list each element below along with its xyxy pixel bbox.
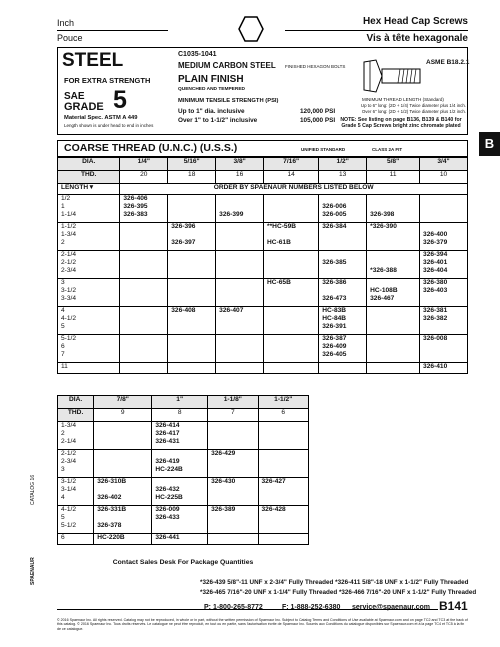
part-number: 326-009 xyxy=(155,506,180,513)
part-number: 326-407 xyxy=(219,307,244,314)
quench-label: QUENCHED AND TEMPERED xyxy=(178,87,245,92)
part-number: 326-384 xyxy=(322,223,347,230)
dia-value: 5/8" xyxy=(367,158,420,171)
part-cell xyxy=(319,335,367,363)
part-number: 326-399 xyxy=(219,211,244,218)
part-number: HC-224B xyxy=(155,466,183,473)
length-value: 2-1/4 xyxy=(61,438,77,445)
part-number xyxy=(322,287,363,295)
part-number: 326-404 xyxy=(423,267,448,274)
large-diameter-table xyxy=(57,395,309,545)
part-number xyxy=(155,478,204,486)
length-cell xyxy=(58,279,120,307)
unit-inch: Inch xyxy=(57,18,75,28)
thd-label: THD. xyxy=(58,409,94,422)
part-number: 326-008 xyxy=(423,335,448,342)
dia-label: DIA. xyxy=(58,396,94,409)
part-cell xyxy=(208,450,258,478)
length-value: 3 xyxy=(61,466,65,473)
length-value: 1-3/4 xyxy=(61,422,77,429)
dia-value: 5/16" xyxy=(168,158,216,171)
part-number: 326-441 xyxy=(155,534,180,541)
email-link[interactable]: service@spaenaur.com xyxy=(352,604,431,611)
tensile-1-value: 120,000 PSI xyxy=(300,108,336,115)
part-cell xyxy=(120,363,168,374)
part-cell xyxy=(120,307,168,335)
part-cell xyxy=(319,195,367,223)
part-number: 326-432 xyxy=(155,486,180,493)
dia-value: 1" xyxy=(152,396,208,409)
length-cell xyxy=(58,307,120,335)
part-number: 326-005 xyxy=(322,211,347,218)
length-value: 3 xyxy=(61,279,65,286)
part-number: 326-431 xyxy=(155,438,180,445)
part-cell xyxy=(264,307,319,335)
part-cell xyxy=(264,363,319,374)
class-label: CLASS 2A FIT xyxy=(372,147,403,152)
part-number xyxy=(97,514,148,522)
part-cell xyxy=(94,478,152,506)
part-cell xyxy=(319,279,367,307)
part-number: HC-108B xyxy=(370,287,398,294)
bolt-icon xyxy=(360,58,422,94)
table-row xyxy=(58,506,309,534)
table-row xyxy=(58,251,468,279)
tensile-2-value: 105,000 PSI xyxy=(300,117,336,124)
part-cell xyxy=(319,307,367,335)
part-number: 326-408 xyxy=(171,307,196,314)
length-value: 3-1/2 xyxy=(61,287,77,294)
length-cell xyxy=(58,478,94,506)
part-cell xyxy=(367,307,420,335)
length-value: 11 xyxy=(61,363,68,370)
part-cell xyxy=(258,534,308,545)
length-cell xyxy=(58,450,94,478)
table-row xyxy=(58,478,309,506)
part-cell xyxy=(264,195,319,223)
part-number xyxy=(155,450,204,458)
length-value: 2-1/4 xyxy=(61,251,77,258)
table2-thd-row xyxy=(58,409,309,422)
length-value: 5-1/2 xyxy=(61,522,77,529)
length-value: 6 xyxy=(61,343,65,350)
part-cell xyxy=(258,422,308,450)
table-row xyxy=(58,450,309,478)
strength-label: FOR EXTRA STRENGTH xyxy=(64,76,151,85)
part-number: 326-401 xyxy=(423,259,448,266)
steel-desc: MEDIUM CARBON STEEL xyxy=(178,61,276,70)
side-brand: SPAENAUR xyxy=(30,557,36,585)
table-row xyxy=(58,307,468,335)
section-tab[interactable]: B xyxy=(479,132,500,156)
part-number: *326-388 xyxy=(370,267,397,274)
tensile-title: MINIMUM TENSILE STRENGTH (PSI) xyxy=(178,98,279,104)
unified-label: UNIFIED STANDARD xyxy=(301,147,346,152)
length-value: 4 xyxy=(61,494,65,501)
length-value: 1-3/4 xyxy=(61,231,77,238)
thread-2: Over 6" long: (2D + 1/2) Twice diameter plus 1/2 inch. xyxy=(361,109,466,114)
part-number: 326-406 xyxy=(123,195,148,202)
table-row xyxy=(58,195,468,223)
part-number: *326-390 xyxy=(370,223,397,230)
part-number: 326-409 xyxy=(322,343,347,350)
part-cell xyxy=(216,335,264,363)
part-number: 326-381 xyxy=(423,307,448,314)
part-number: 326-400 xyxy=(423,231,448,238)
part-number xyxy=(370,203,416,211)
header-rule xyxy=(57,30,168,31)
sae-label: SAE xyxy=(64,91,85,102)
part-number: 326-467 xyxy=(370,295,395,302)
part-cell xyxy=(120,251,168,279)
copyright: © 2016 Spaenaur Inc. All rights reserved. Catalog may not be reproduced, in whole or in part, without the written permission of Spaenaur Inc. Subject to Catalog Terms and Conditions of Use available at Spaenaur.com and on page TC2 and TC3 at the back of this catalog. © 2016 Spaenaur Inc. Tous droits réservés. Le catalogue ne peut être reproduit, en tout ou en partie, sans l'autorisation écrite de Spaenaur Inc. Soumis aux Conditions du catalogue disponibles sur Spaenaur.com et à la page TC4 et TC5 à la fin de ce catalogue. xyxy=(57,618,468,631)
length-value: 1/2 xyxy=(61,195,71,202)
part-cell xyxy=(168,307,216,335)
part-number xyxy=(370,195,416,203)
length-value: 3-3/4 xyxy=(61,295,77,302)
part-cell xyxy=(94,422,152,450)
thd-value: 16 xyxy=(216,171,264,184)
part-number: 326-310B xyxy=(97,478,127,485)
part-number: 326-414 xyxy=(155,422,180,429)
dia-value: 3/8" xyxy=(216,158,264,171)
part-number xyxy=(423,223,464,231)
part-number: 326-397 xyxy=(171,239,196,246)
length-value: 5-1/2 xyxy=(61,335,77,342)
thd-value: 6 xyxy=(258,409,308,422)
table1-order-row xyxy=(58,184,468,195)
length-cell xyxy=(58,251,120,279)
thd-value: 20 xyxy=(120,171,168,184)
material-spec: Material Spec. ASTM A 449 xyxy=(64,115,138,121)
part-cell xyxy=(264,335,319,363)
part-cell xyxy=(319,363,367,374)
part-cell xyxy=(168,223,216,251)
part-cell xyxy=(168,335,216,363)
part-number: 326-387 xyxy=(322,335,347,342)
length-cell xyxy=(58,534,94,545)
part-number xyxy=(267,231,315,239)
thd-value: 8 xyxy=(152,409,208,422)
part-cell xyxy=(168,195,216,223)
length-value: 4-1/2 xyxy=(61,315,77,322)
part-number: 326-394 xyxy=(423,251,448,258)
part-number: 326-006 xyxy=(322,203,347,210)
title-fr: Vis à tête hexagonale xyxy=(366,33,468,44)
part-cell xyxy=(216,251,264,279)
part-number: 326-331B xyxy=(97,506,127,513)
part-cell xyxy=(420,251,468,279)
part-number: 326-428 xyxy=(261,506,286,513)
part-cell xyxy=(120,335,168,363)
part-cell xyxy=(152,534,208,545)
part-cell xyxy=(152,478,208,506)
dia-value: 1/2" xyxy=(319,158,367,171)
part-cell xyxy=(420,195,468,223)
part-cell xyxy=(367,363,420,374)
part-cell xyxy=(216,279,264,307)
thd-value: 14 xyxy=(264,171,319,184)
part-number: 326-417 xyxy=(155,430,180,437)
part-number: HC-83B xyxy=(322,307,347,314)
part-number: 326-386 xyxy=(322,279,347,286)
plated-note: NOTE: See listing on page B136, B139 & B140 for Grade 5 Cap Screws bright zinc chromate plated xyxy=(340,117,462,129)
table-row xyxy=(58,223,468,251)
part-cell xyxy=(94,534,152,545)
steel-code: C1035-1041 xyxy=(178,51,217,58)
part-cell xyxy=(367,279,420,307)
length-value: 3-1/2 xyxy=(61,478,77,485)
part-number xyxy=(370,251,416,259)
length-value: 1-1/4 xyxy=(61,211,77,218)
part-number: 326-419 xyxy=(155,458,180,465)
thd-value: 13 xyxy=(319,171,367,184)
length-value: 5 xyxy=(61,514,65,521)
part-cell xyxy=(367,195,420,223)
part-cell xyxy=(216,363,264,374)
header-rule-right xyxy=(285,30,468,31)
phone: P: 1-800-265-8772 xyxy=(204,604,263,611)
part-number: 326-433 xyxy=(155,514,180,521)
part-cell xyxy=(420,223,468,251)
table-row xyxy=(58,422,309,450)
part-cell xyxy=(208,478,258,506)
table-row xyxy=(58,363,468,374)
length-value: 4 xyxy=(61,307,65,314)
part-number: 326-391 xyxy=(322,323,347,330)
length-cell xyxy=(58,506,94,534)
part-number: 326-389 xyxy=(211,506,236,513)
dia-value: 1-1/8" xyxy=(208,396,258,409)
material-title: STEEL xyxy=(62,50,124,71)
part-number: HC-65B xyxy=(267,279,291,286)
grade-label: GRADE xyxy=(64,101,104,113)
part-number: 326-385 xyxy=(322,259,347,266)
length-cell xyxy=(58,363,120,374)
part-cell xyxy=(367,335,420,363)
dia-label: DIA. xyxy=(58,158,120,171)
order-label: ORDER BY SPAENAUR NUMBERS LISTED BELOW xyxy=(120,184,468,195)
dia-value: 1/4" xyxy=(120,158,168,171)
length-cell xyxy=(58,422,94,450)
part-number: 326-396 xyxy=(171,223,196,230)
part-number: 326-383 xyxy=(123,211,148,218)
dia-value: 7/8" xyxy=(94,396,152,409)
part-cell xyxy=(367,223,420,251)
part-cell xyxy=(216,195,264,223)
unit-pouce: Pouce xyxy=(57,33,83,43)
part-number: 326-410 xyxy=(423,363,448,370)
contact-note: Contact Sales Desk For Package Quantities xyxy=(112,559,254,566)
part-cell xyxy=(168,279,216,307)
part-cell xyxy=(319,223,367,251)
length-value: 4-1/2 xyxy=(61,506,77,513)
part-cell xyxy=(120,223,168,251)
part-cell xyxy=(264,251,319,279)
table2-dia-row xyxy=(58,396,309,409)
thd-value: 11 xyxy=(367,171,420,184)
length-value: 6 xyxy=(61,534,65,541)
length-value: 2 xyxy=(61,239,65,246)
table1-dia-row xyxy=(58,158,468,171)
length-value: 2-3/4 xyxy=(61,458,77,465)
length-value: 7 xyxy=(61,351,65,358)
part-cell xyxy=(258,450,308,478)
dia-value: 1-1/2" xyxy=(258,396,308,409)
tensile-2: Over 1" to 1-1/2" inclusive xyxy=(178,117,258,124)
part-number: 326-402 xyxy=(97,494,122,501)
part-number xyxy=(219,203,260,211)
part-cell xyxy=(168,251,216,279)
part-cell xyxy=(420,307,468,335)
part-cell xyxy=(208,422,258,450)
part-number: HC-220B xyxy=(97,534,125,541)
table-row xyxy=(58,534,309,545)
part-number: HC-84B xyxy=(322,315,347,322)
part-cell xyxy=(152,450,208,478)
page-number: B141 xyxy=(439,599,468,613)
table1-title: COARSE THREAD (U.N.C.) (U.S.S.) xyxy=(64,142,238,154)
part-cell xyxy=(152,422,208,450)
part-cell xyxy=(420,363,468,374)
part-cell xyxy=(94,506,152,534)
length-value: 1 xyxy=(61,203,65,210)
part-number xyxy=(322,251,363,259)
fax: F: 1-888-252-6380 xyxy=(282,604,341,611)
part-number xyxy=(322,195,363,203)
footnote-1: *326-439 5/8"-11 UNF x 2-3/4" Fully Threaded *326-411 5/8"-18 UNF x 1-1/2" Fully Threaded xyxy=(200,579,469,586)
thread-title: MINIMUM THREAD LENGTH (Standard) xyxy=(362,97,444,102)
part-number: HC-61B xyxy=(267,239,291,246)
part-cell xyxy=(120,279,168,307)
part-number: 326-427 xyxy=(261,478,286,485)
table-row xyxy=(58,335,468,363)
part-cell xyxy=(216,307,264,335)
title-en: Hex Head Cap Screws xyxy=(362,16,468,27)
part-number: 326-429 xyxy=(211,450,236,457)
part-number: HC-225B xyxy=(155,494,183,501)
part-number: 326-380 xyxy=(423,279,448,286)
length-cell xyxy=(58,335,120,363)
part-number: 326-405 xyxy=(322,351,347,358)
part-number xyxy=(370,259,416,267)
part-number: 326-473 xyxy=(322,295,347,302)
part-number: 326-403 xyxy=(423,287,448,294)
table-row xyxy=(58,279,468,307)
part-cell xyxy=(319,251,367,279)
part-number xyxy=(97,486,148,494)
table1-thd-row xyxy=(58,171,468,184)
part-number: 326-430 xyxy=(211,478,236,485)
length-value: 1-1/2 xyxy=(61,223,77,230)
part-number: 326-378 xyxy=(97,522,122,529)
thd-value: 10 xyxy=(420,171,468,184)
finish-label: PLAIN FINISH xyxy=(178,74,244,85)
part-number: 326-379 xyxy=(423,239,448,246)
part-number xyxy=(370,279,416,287)
length-value: 2-3/4 xyxy=(61,267,77,274)
length-value: 3-1/4 xyxy=(61,486,77,493)
part-cell xyxy=(264,279,319,307)
length-cell xyxy=(58,195,120,223)
dia-value: 3/4" xyxy=(420,158,468,171)
part-cell xyxy=(120,195,168,223)
thd-value: 9 xyxy=(94,409,152,422)
part-cell xyxy=(258,478,308,506)
part-cell xyxy=(216,223,264,251)
length-note: Length shown is under head to end in inches xyxy=(64,123,154,128)
thd-value: 7 xyxy=(208,409,258,422)
part-number: 326-382 xyxy=(423,315,448,322)
part-cell xyxy=(152,506,208,534)
dia-value: 7/16" xyxy=(264,158,319,171)
coarse-thread-table xyxy=(57,157,468,374)
part-number: **HC-59B xyxy=(267,223,296,230)
hex-icon xyxy=(238,15,264,43)
part-cell xyxy=(367,251,420,279)
part-cell xyxy=(94,450,152,478)
length-label: LENGTH▼ xyxy=(58,184,120,195)
grade-number: 5 xyxy=(113,86,127,114)
part-cell xyxy=(420,335,468,363)
length-value: 2 xyxy=(61,430,65,437)
finished-label: FINISHED HEXAGON BOLTS xyxy=(285,64,346,69)
thread-1: Up to 6" long: (2D + 1/4) Twice diameter plus 1/4 inch. xyxy=(360,103,466,108)
part-cell xyxy=(258,506,308,534)
length-cell xyxy=(58,223,120,251)
part-cell xyxy=(208,506,258,534)
part-cell xyxy=(168,363,216,374)
part-cell xyxy=(264,223,319,251)
thd-value: 18 xyxy=(168,171,216,184)
footnote-2: *326-465 7/16"-20 UNF x 1-1/4" Fully Threaded *326-466 7/16"-20 UNF x 1-1/2" Fully Threaded xyxy=(200,589,477,596)
tensile-1: Up to 1" dia. inclusive xyxy=(178,108,245,115)
thd-label: THD. xyxy=(58,171,120,184)
length-value: 2-1/2 xyxy=(61,450,77,457)
asme-label: ASME B18.2.1 xyxy=(426,59,470,66)
part-number xyxy=(171,231,212,239)
length-value: 2-1/2 xyxy=(61,259,77,266)
part-number: 326-395 xyxy=(123,203,148,210)
part-number: 326-398 xyxy=(370,211,395,218)
length-value: 5 xyxy=(61,323,65,330)
part-cell xyxy=(420,279,468,307)
part-cell xyxy=(208,534,258,545)
side-catalog: CATALOG 16 xyxy=(30,474,36,505)
part-number xyxy=(219,195,260,203)
